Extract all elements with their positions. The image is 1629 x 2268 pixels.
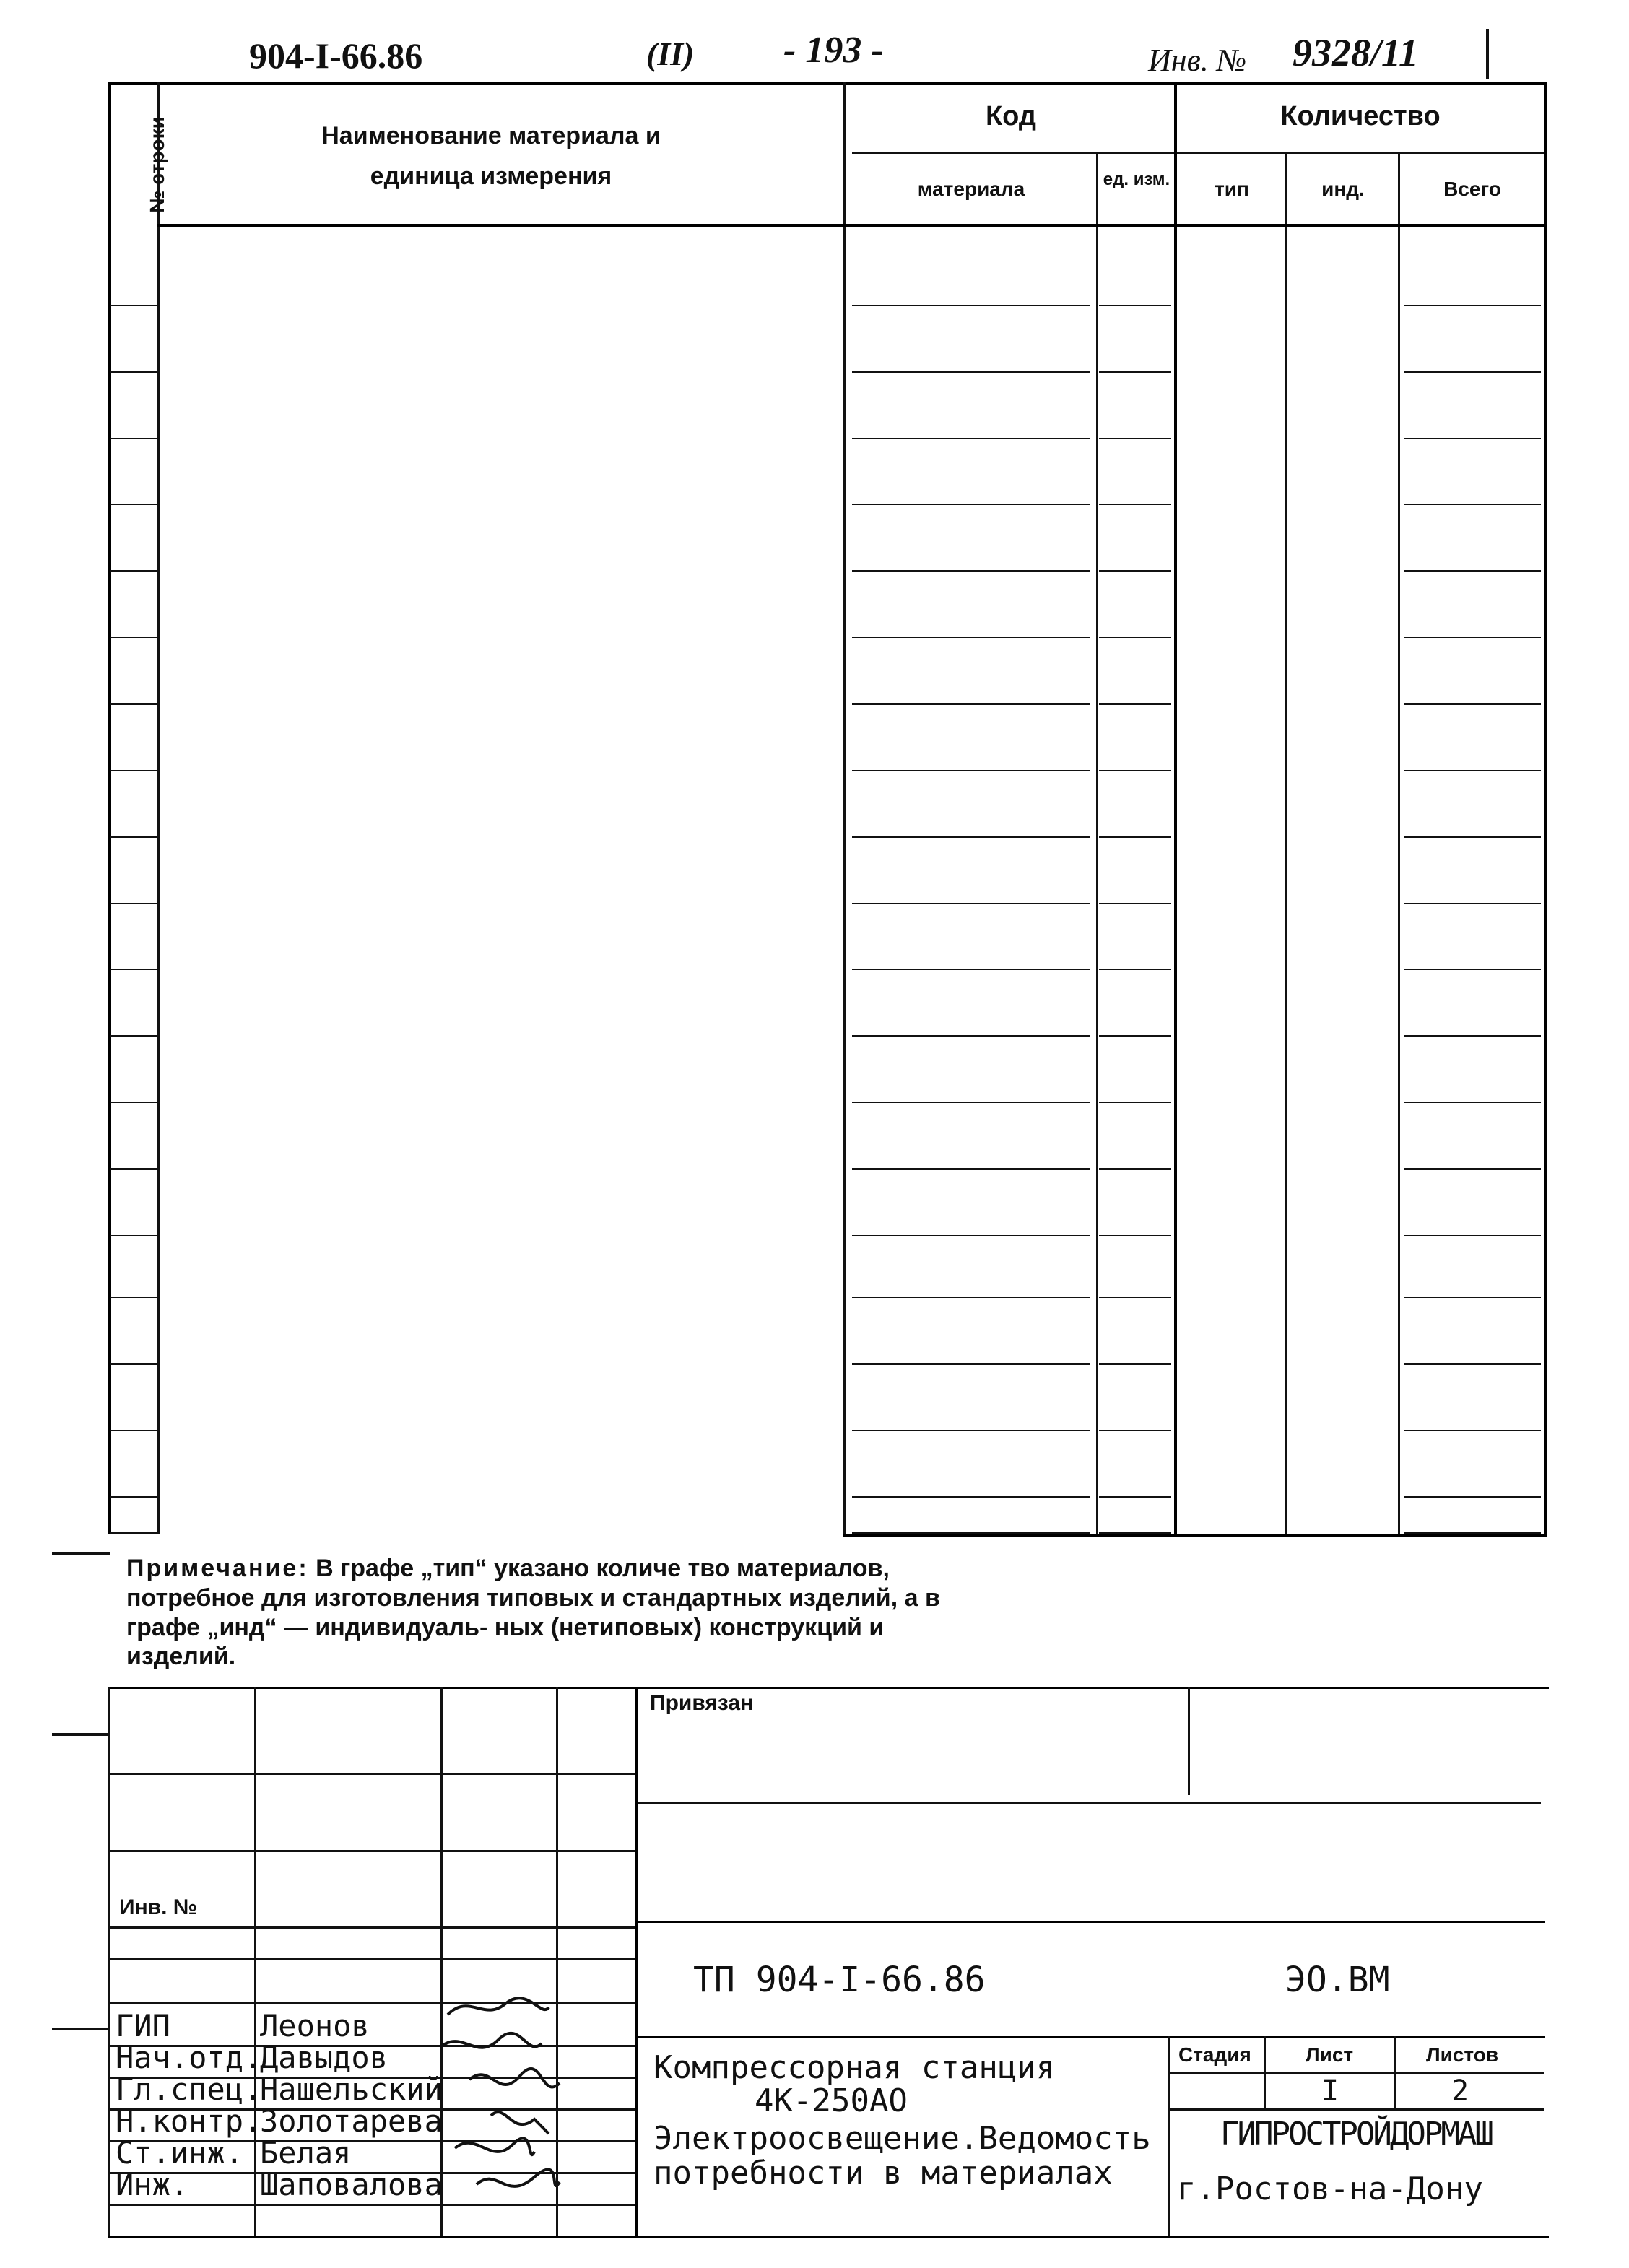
row-line <box>110 836 157 838</box>
stamp-sheets-value: 2 <box>1451 2074 1469 2108</box>
header-qty-type: тип <box>1215 178 1249 200</box>
stamp-city: г.Ростов-на-Дону <box>1177 2171 1483 2207</box>
row-line <box>1099 836 1171 838</box>
stamp-line-c <box>108 1926 635 1929</box>
row-line <box>1404 836 1541 838</box>
row-line <box>852 1496 1090 1498</box>
row-line <box>1099 770 1171 771</box>
row-line <box>1099 1168 1171 1170</box>
row-line <box>110 1102 157 1103</box>
role-person: Шаповалова <box>260 2167 443 2202</box>
row-line <box>852 1430 1090 1431</box>
stamp-project-code: ТП 904-I-66.86 <box>693 1960 986 2000</box>
row-line <box>852 1235 1090 1236</box>
stamp-inv-no: Инв. № <box>119 1895 198 1919</box>
row-line <box>110 969 157 970</box>
stage-left-divider <box>1168 2036 1170 2236</box>
row-line <box>110 305 157 306</box>
header-name-col: Наименование материала и единица измерения <box>321 122 661 191</box>
note-title: Примечание: <box>126 1555 309 1582</box>
row-line <box>1099 703 1171 705</box>
row-line <box>1404 1363 1541 1365</box>
header-code-unit: ед. изм. <box>1103 170 1170 189</box>
section-mark: (II) <box>646 35 695 72</box>
stamp-main-divider <box>635 1687 638 2236</box>
row-line <box>1404 1496 1541 1498</box>
header-qty-ind: инд. <box>1321 178 1365 200</box>
row-line <box>110 1168 157 1170</box>
row-line <box>852 637 1090 638</box>
row-line <box>110 1235 157 1236</box>
role-person: Нашельский <box>260 2072 443 2107</box>
stamp-title-3: Электроосвещение.Ведомость <box>653 2120 1151 2157</box>
row-line <box>1099 1363 1171 1365</box>
row-line <box>852 570 1090 572</box>
row-line <box>1404 570 1541 572</box>
row-line <box>1404 504 1541 505</box>
row-line <box>1099 969 1171 970</box>
code-unit-divider <box>1096 152 1098 1534</box>
header-bottom-border <box>157 224 1545 227</box>
role-person: Давыдов <box>260 2040 388 2075</box>
stamp-top-border <box>108 1687 1549 1689</box>
page-number: - 193 - <box>783 30 884 71</box>
row-line <box>110 703 157 705</box>
stage-value-line <box>1168 2108 1544 2111</box>
table-right-border <box>1544 82 1547 1534</box>
stamp-line-a <box>108 1773 635 1775</box>
code-header-subline <box>852 152 1174 154</box>
stamp-org: ГИПРОСТРОЙДОРМАШ <box>1220 2116 1492 2152</box>
stamp-sheets-label: Листов <box>1426 2043 1499 2066</box>
row-line <box>852 1035 1090 1037</box>
row-line <box>1099 371 1171 373</box>
row-line <box>852 305 1090 306</box>
row-line <box>852 438 1090 439</box>
project-line-bottom <box>638 2036 1545 2038</box>
stamp-sheet-value: I <box>1321 2074 1339 2108</box>
row-line <box>852 1102 1090 1103</box>
row-line <box>110 1297 157 1298</box>
header-code-material: материала <box>917 178 1025 200</box>
ind-total-divider <box>1398 152 1400 1534</box>
qty-header-subline <box>1177 152 1544 154</box>
row-line <box>1099 1430 1171 1431</box>
row-line <box>110 1035 157 1037</box>
row-line <box>852 836 1090 838</box>
margin-tick-1 <box>52 1552 110 1555</box>
stamp-title-1: Компрессорная станция <box>653 2049 1056 2086</box>
table-left-border <box>108 82 111 1534</box>
row-line <box>110 1532 157 1534</box>
stamp-stage-label: Стадия <box>1178 2043 1251 2066</box>
row-line <box>852 1363 1090 1365</box>
row-line <box>1099 1235 1171 1236</box>
stamp-sheet-code: ЭО.ВМ <box>1285 1960 1390 2000</box>
inv-number: 9328/11 <box>1293 31 1419 74</box>
header-code-group: Код <box>985 101 1037 131</box>
name-code-divider <box>843 82 846 1534</box>
row-line <box>852 504 1090 505</box>
stamp-title-4: потребности в материалах <box>653 2155 1113 2191</box>
row-line <box>1404 1235 1541 1236</box>
row-line <box>852 903 1090 904</box>
row-line <box>1404 438 1541 439</box>
row-line <box>110 438 157 439</box>
stamp-col-1 <box>254 1687 256 2236</box>
row-line <box>1099 438 1171 439</box>
signatures-drawing <box>426 1993 570 2210</box>
row-line <box>1099 903 1171 904</box>
row-line <box>110 1496 157 1498</box>
row-line <box>1099 504 1171 505</box>
role-title: Н.контр. <box>116 2103 262 2139</box>
row-line <box>1404 770 1541 771</box>
row-line <box>1404 1297 1541 1298</box>
row-line <box>852 703 1090 705</box>
row-line <box>110 504 157 505</box>
table-top-border <box>108 82 1545 85</box>
row-line <box>110 903 157 904</box>
row-line <box>1099 1035 1171 1037</box>
project-line-top <box>638 1921 1545 1923</box>
table-bottom-border <box>843 1534 1547 1537</box>
row-line <box>1404 969 1541 970</box>
row-line <box>110 570 157 572</box>
margin-tick-3 <box>52 2028 110 2030</box>
note-block <box>126 1554 986 1672</box>
row-line <box>110 1363 157 1365</box>
stamp-line-b <box>108 1850 635 1852</box>
role-title: Инж. <box>116 2167 189 2202</box>
margin-tick-2 <box>52 1733 110 1736</box>
privyazan-divider <box>1188 1687 1190 1795</box>
role-person: Леонов <box>260 2008 370 2043</box>
stamp-bottom-border <box>108 2236 1549 2238</box>
stamp-sheet-label: Лист <box>1306 2043 1354 2066</box>
stamp-left-border <box>108 1687 110 2236</box>
row-line <box>1404 371 1541 373</box>
row-line <box>1404 1035 1541 1037</box>
role-title: Ст.инж. <box>116 2135 244 2171</box>
row-line <box>110 770 157 771</box>
row-line <box>852 1168 1090 1170</box>
note-text: В графе „тип“ указано количе тво материалов, потребное для изготовления типовых и стандартных изделий, а в графе „инд“ — индивидуаль- ных (нетиповых) конструкций и изделий. <box>126 1555 940 1671</box>
role-person: Золотарева <box>260 2103 443 2139</box>
role-title: Гл.спец. <box>116 2072 262 2107</box>
role-person: Белая <box>260 2135 352 2171</box>
row-line <box>852 1297 1090 1298</box>
row-line <box>1099 1102 1171 1103</box>
row-line <box>1099 305 1171 306</box>
header-row-no: № строки <box>146 116 168 213</box>
row-line <box>852 770 1090 771</box>
header-qty-total: Всего <box>1443 178 1501 200</box>
rownum-divider <box>157 82 160 1534</box>
row-line <box>110 637 157 638</box>
row-line <box>1404 1430 1541 1431</box>
stage-header-line <box>1168 2072 1544 2074</box>
stamp-line-d <box>108 1958 635 1960</box>
stamp-privyazan: Привязан <box>650 1691 754 1715</box>
row-line <box>1099 637 1171 638</box>
type-ind-divider <box>1285 152 1287 1534</box>
role-title: ГИП <box>116 2008 170 2043</box>
top-right-tick <box>1486 29 1489 79</box>
row-line <box>1404 1168 1541 1170</box>
stamp-title-2: 4К-250АО <box>755 2082 908 2119</box>
row-line <box>1404 1102 1541 1103</box>
row-line <box>1404 703 1541 705</box>
row-line <box>1099 1297 1171 1298</box>
row-line <box>110 1430 157 1431</box>
row-line <box>110 371 157 373</box>
doc-code: 904-I-66.86 <box>249 35 423 76</box>
row-line <box>1404 903 1541 904</box>
privyazan-line <box>638 1802 1541 1804</box>
row-line <box>1404 637 1541 638</box>
code-qty-divider <box>1174 82 1177 1534</box>
inv-label: Инв. № <box>1148 43 1247 78</box>
row-line <box>852 969 1090 970</box>
row-line <box>1099 570 1171 572</box>
row-line <box>1404 305 1541 306</box>
role-title: Нач.отд. <box>116 2040 262 2075</box>
header-qty-group: Количество <box>1280 101 1441 131</box>
row-line <box>852 371 1090 373</box>
row-line <box>1099 1496 1171 1498</box>
